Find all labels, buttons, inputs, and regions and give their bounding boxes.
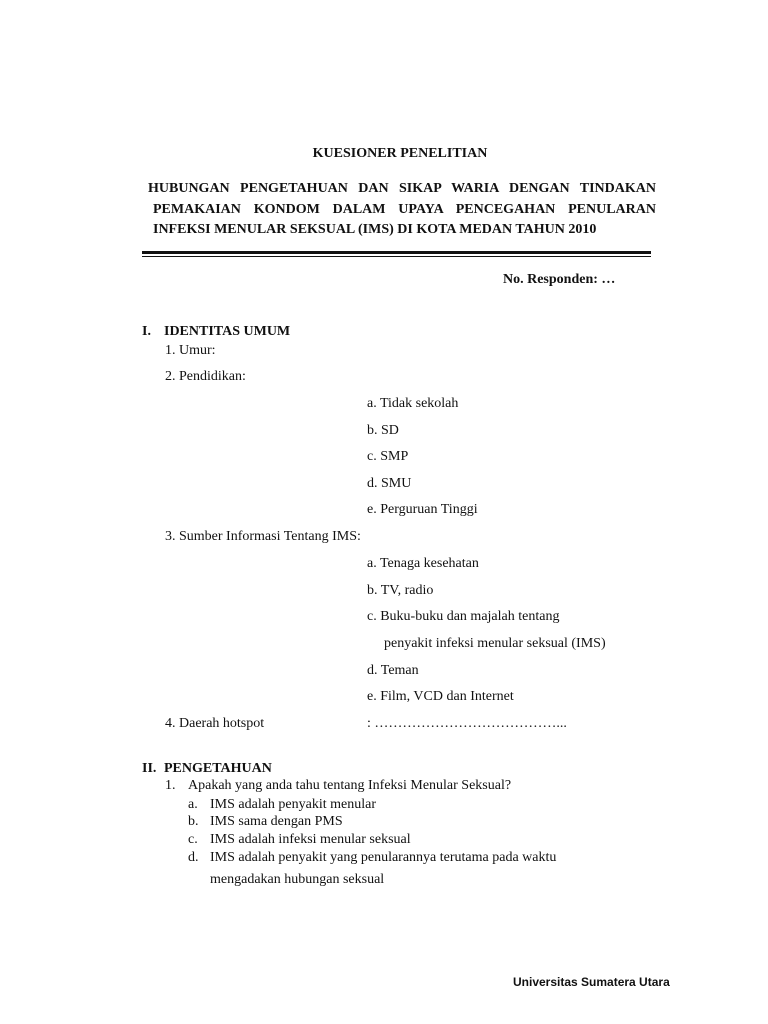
header-rule-thick xyxy=(142,251,651,254)
question-1-number: 1. xyxy=(165,778,176,793)
section-2-number: II. xyxy=(142,761,157,776)
education-option[interactable]: b. SD xyxy=(367,423,399,438)
respondent-number: No. Responden: … xyxy=(503,272,616,287)
education-option[interactable]: c. SMP xyxy=(367,449,409,464)
option-letter: d. xyxy=(188,850,199,865)
knowledge-option[interactable]: IMS adalah penyakit yang penularannya terutama pada waktu xyxy=(210,850,557,865)
knowledge-option-continuation: mengadakan hubungan seksual xyxy=(210,872,385,887)
info-source-option[interactable]: d. Teman xyxy=(367,663,419,678)
knowledge-option[interactable]: IMS adalah penyakit menular xyxy=(210,797,377,812)
question-education: 2. Pendidikan: xyxy=(165,369,246,384)
section-1-heading: IDENTITAS UMUM xyxy=(164,324,291,339)
education-option[interactable]: a. Tidak sekolah xyxy=(367,396,459,411)
knowledge-option[interactable]: IMS adalah infeksi menular seksual xyxy=(210,832,411,847)
knowledge-option[interactable]: IMS sama dengan PMS xyxy=(210,814,343,829)
education-option[interactable]: e. Perguruan Tinggi xyxy=(367,502,478,517)
document-title: KUESIONER PENELITIAN xyxy=(312,146,488,161)
subtitle-line-3: INFEKSI MENULAR SEKSUAL (IMS) DI KOTA MEDAN TAHUN 2010 xyxy=(153,222,597,237)
footer-university: Universitas Sumatera Utara xyxy=(513,975,670,989)
info-source-option[interactable]: c. Buku-buku dan majalah tentang xyxy=(367,609,560,624)
section-2-heading: PENGETAHUAN xyxy=(164,761,272,776)
section-1-number: I. xyxy=(142,324,151,339)
question-hotspot: 4. Daerah hotspot xyxy=(165,716,265,731)
question-info-source: 3. Sumber Informasi Tentang IMS: xyxy=(165,529,361,544)
option-letter: b. xyxy=(188,814,199,829)
option-letter: c. xyxy=(188,832,198,847)
info-source-option[interactable]: a. Tenaga kesehatan xyxy=(367,556,479,571)
info-source-option-continuation: penyakit infeksi menular seksual (IMS) xyxy=(384,636,606,651)
hotspot-answer-blank[interactable]: : …………………………………... xyxy=(367,716,567,731)
header-rule-thin xyxy=(142,256,651,257)
subtitle-line-2: PEMAKAIAN KONDOM DALAM UPAYA PENCEGAHAN PENULARAN xyxy=(153,202,656,217)
question-1-text: Apakah yang anda tahu tentang Infeksi Menular Seksual? xyxy=(188,778,512,793)
subtitle-line-1: HUBUNGAN PENGETAHUAN DAN SIKAP WARIA DENGAN TINDAKAN xyxy=(148,181,656,196)
info-source-option[interactable]: b. TV, radio xyxy=(367,583,434,598)
question-age: 1. Umur: xyxy=(165,343,216,358)
education-option[interactable]: d. SMU xyxy=(367,476,412,491)
info-source-option[interactable]: e. Film, VCD dan Internet xyxy=(367,689,514,704)
option-letter: a. xyxy=(188,797,198,812)
